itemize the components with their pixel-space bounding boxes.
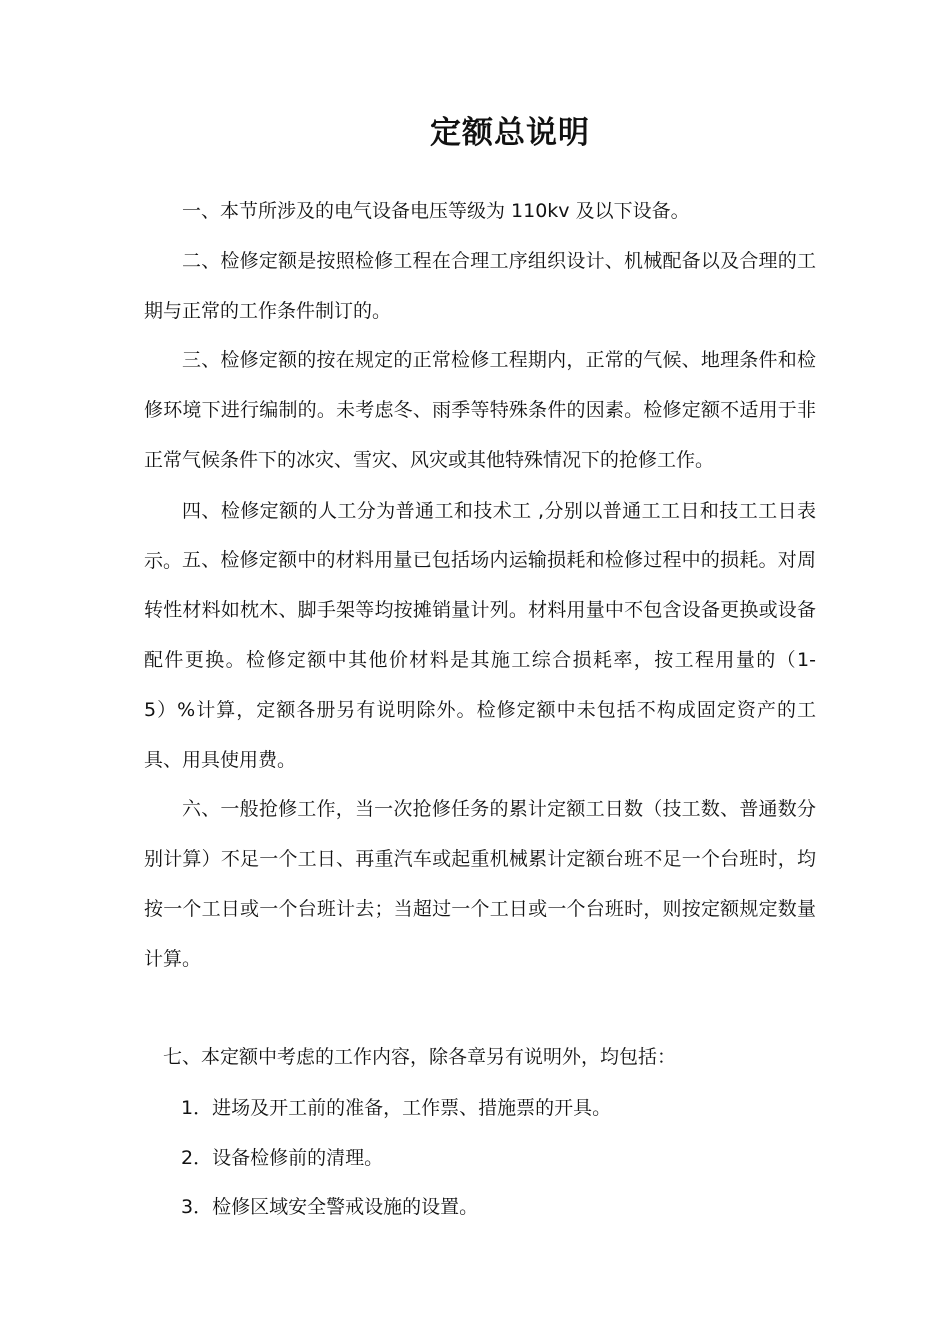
paragraph-4: 四、检修定额的人工分为普通工和技术工 ,分别以普通工工日和技工工日表示。 bbox=[144, 500, 816, 572]
list-item: 3．检修区域安全警戒设施的设置。 bbox=[181, 1196, 479, 1218]
list-item: 2．设备检修前的清理。 bbox=[181, 1147, 384, 1169]
list-item: 1．进场及开工前的准备，工作票、措施票的开具。 bbox=[181, 1097, 612, 1119]
paragraph-3: 三、检修定额的按在规定的正常检修工程期内，正常的气候、地理条件和检修环境下进行编制的。未考虑冬、雨季等特殊条件的因素。检修定额不适用于非正常气候条件下的冰灾、雪灾、风灾或其他特殊情况下的抢修工作。 bbox=[144, 349, 816, 471]
paragraph-7: 七、本定额中考虑的工作内容，除各章另有说明外，均包括： bbox=[163, 1046, 677, 1068]
document-title: 定额总说明 bbox=[430, 115, 590, 151]
paragraph-2: 二、检修定额是按照检修工程在合理工序组织设计、机械配备以及合理的工期与正常的工作条件制订的。 bbox=[144, 250, 816, 322]
paragraph-5: 五、检修定额中的材料用量已包括场内运输损耗和检修过程中的损耗。对周转性材料如枕木、脚手架等均按摊销量计列。材料用量中不包含设备更换或设备配件更换。检修定额中其他价材料是其施工综合损耗率，按工程用量的（1-5）%计算，定额各册另有说明除外。检修定额中未包括不构成固定资产的工具、用具使用费。 bbox=[144, 549, 816, 771]
paragraph-1: 一、本节所涉及的电气设备电压等级为 110kv 及以下设备。 bbox=[182, 200, 690, 222]
paragraph-6: 六、一般抢修工作，当一次抢修任务的累计定额工日数（技工数、普通数分别计算）不足一个工日、再重汽车或起重机械累计定额台班不足一个台班时，均按一个工日或一个台班计去；当超过一个工日或一个台班时，则按定额规定数量计算。 bbox=[144, 798, 816, 970]
